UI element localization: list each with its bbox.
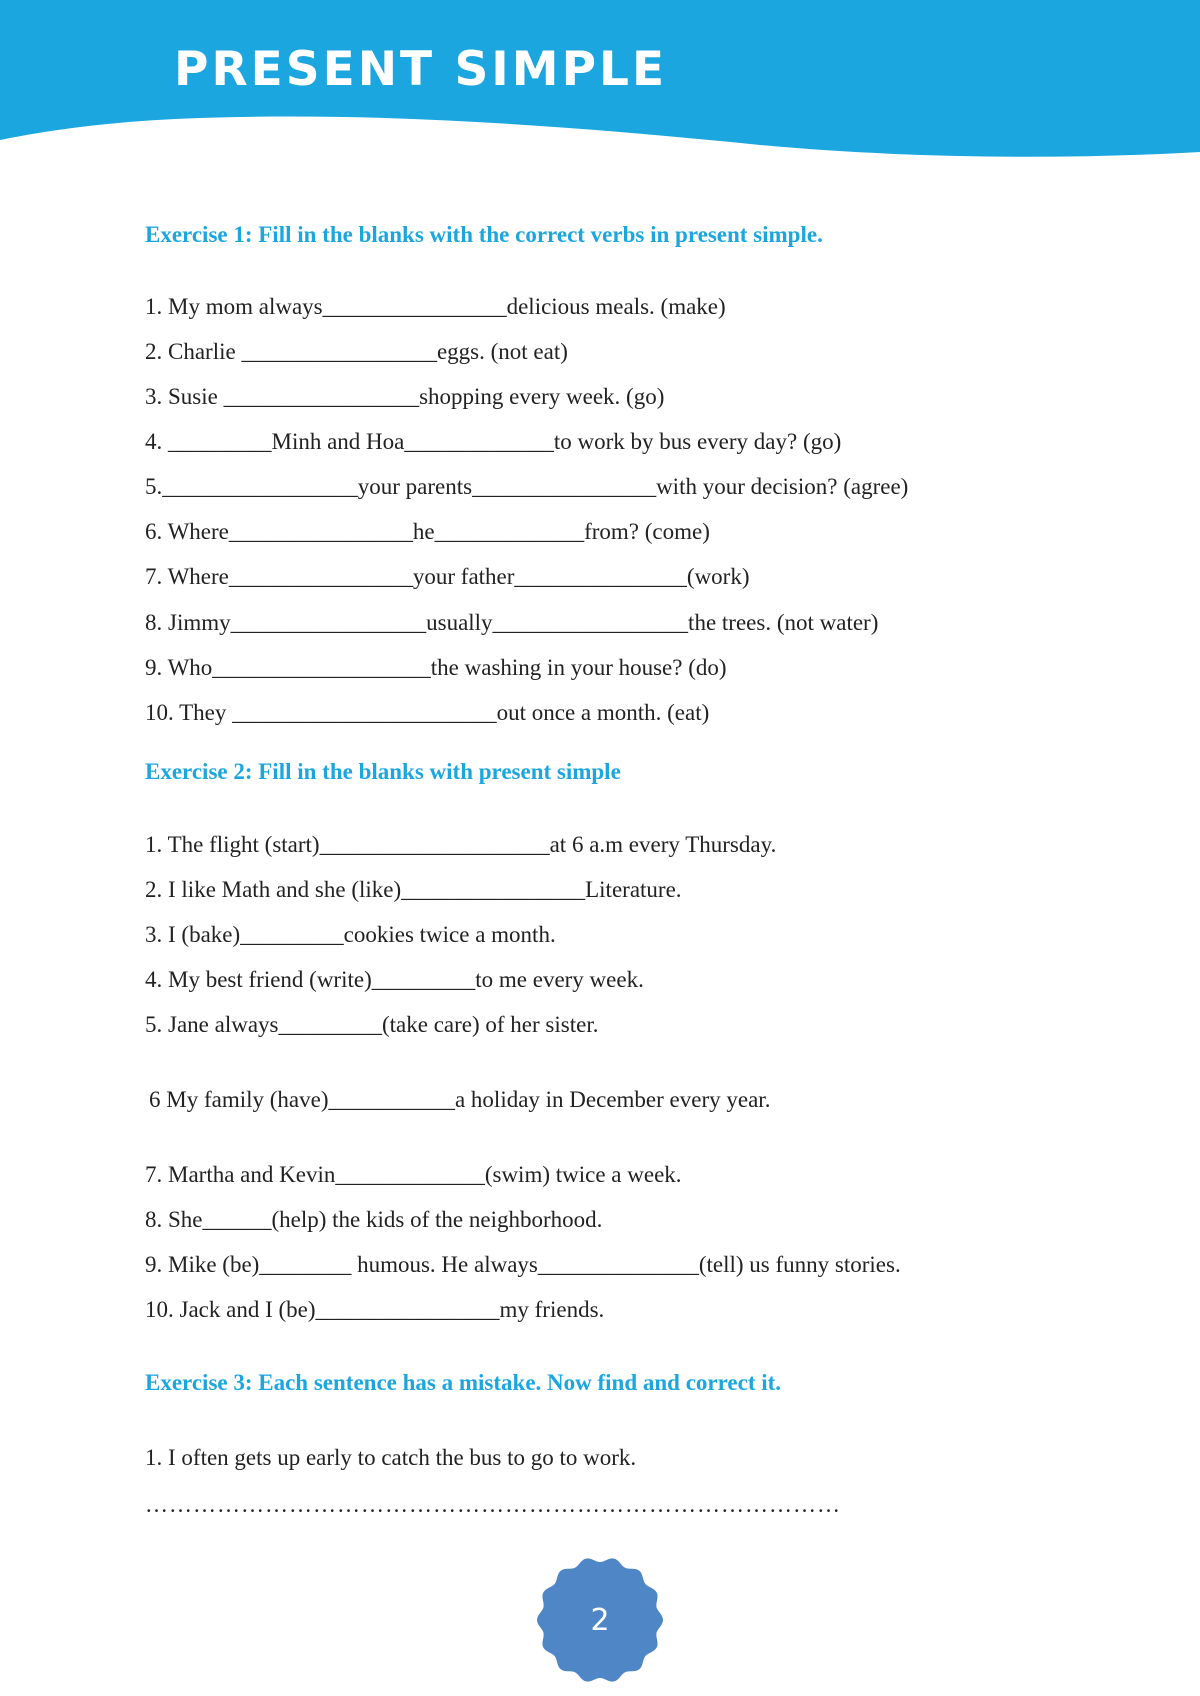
exercise1-item: 1. My mom always________________delicious meals. (make) <box>145 294 726 319</box>
exercise1-item: 8. Jimmy_________________usually_________________the trees. (not water) <box>145 610 879 635</box>
exercise1-item: 5._________________your parents________________with your decision? (agree) <box>145 474 909 499</box>
exercise2-item: 8. She______(help) the kids of the neighborhood. <box>145 1207 603 1232</box>
exercise3-title: Exercise 3: Each sentence has a mistake. Now find and correct it. <box>145 1370 782 1395</box>
answer-line: …………………………………………………………………………… <box>145 1492 841 1517</box>
page-number: 2 <box>590 1602 610 1638</box>
exercise2-item: 5. Jane always_________(take care) of her sister. <box>145 1012 599 1037</box>
exercise2-item: 9. Mike (be)________ humous. He always______________(tell) us funny stories. <box>145 1252 901 1277</box>
exercise1-item: 6. Where________________he_____________from? (come) <box>145 519 710 544</box>
exercise2-item: 7. Martha and Kevin_____________(swim) twice a week. <box>145 1162 682 1187</box>
exercise1-item: 10. They _______________________out once a month. (eat) <box>145 700 710 725</box>
exercise1-item: 3. Susie _________________shopping every week. (go) <box>145 384 665 409</box>
exercise2-title: Exercise 2: Fill in the blanks with present simple <box>145 759 621 784</box>
exercise3-item: 1. I often gets up early to catch the bus to go to work. <box>145 1445 637 1470</box>
exercise2-item: 1. The flight (start)____________________at 6 a.m every Thursday. <box>145 832 777 857</box>
header-banner <box>0 0 1200 170</box>
exercise1-item: 9. Who___________________the washing in your house? (do) <box>145 655 727 680</box>
exercise1-item: 7. Where________________your father_______________(work) <box>145 564 750 589</box>
exercise2-item: 2. I like Math and she (like)________________Literature. <box>145 877 682 902</box>
exercise1-title: Exercise 1: Fill in the blanks with the correct verbs in present simple. <box>145 222 823 247</box>
exercise2-item: 6 My family (have)___________a holiday in December every year. <box>149 1087 771 1112</box>
page-number-badge <box>535 1555 665 1685</box>
exercise2-item: 4. My best friend (write)_________to me every week. <box>145 967 644 992</box>
exercise1-item: 4. _________Minh and Hoa_____________to work by bus every day? (go) <box>145 429 842 454</box>
exercise2-item: 10. Jack and I (be)________________my friends. <box>145 1297 605 1322</box>
page-title: PRESENT SIMPLE <box>174 42 668 97</box>
exercise1-item: 2. Charlie _________________eggs. (not eat) <box>145 339 568 364</box>
exercise2-item: 3. I (bake)_________cookies twice a month. <box>145 922 556 947</box>
